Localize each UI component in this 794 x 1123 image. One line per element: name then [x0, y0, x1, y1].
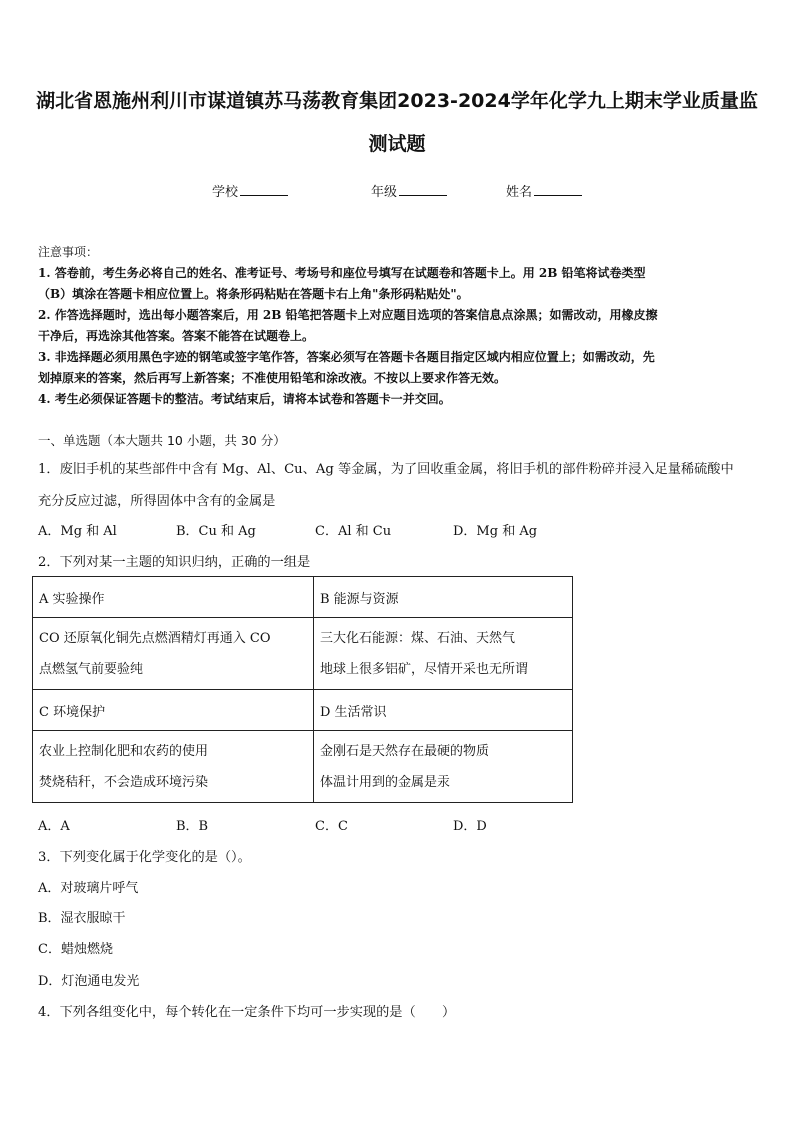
- exam-title-line1: 湖北省恩施州利川市谋道镇苏马荡教育集团2023-2024学年化学九上期末学业质量监: [36, 90, 758, 112]
- name-label: 姓名: [506, 185, 533, 200]
- cell-a-line: 点燃氢气前要验纯: [39, 661, 144, 677]
- grade-field: [371, 181, 447, 200]
- q3-option-d[interactable]: D．灯泡通电发光: [38, 974, 140, 989]
- cell-c-body: [33, 731, 314, 803]
- cell-b-line: 三大化石能源：煤、石油、天然气: [320, 630, 516, 646]
- school-blank[interactable]: [240, 182, 288, 196]
- cell-a-head: A 实验操作: [33, 577, 314, 618]
- cell-b-body: [314, 618, 573, 690]
- q3-option-c[interactable]: C．蜡烛燃烧: [38, 942, 113, 957]
- q1-option-b[interactable]: B．Cu 和 Ag: [176, 524, 256, 539]
- cell-b-head: B 能源与资源: [314, 577, 573, 618]
- q2-option-c[interactable]: C．C: [315, 819, 348, 834]
- cell-d-line: 金刚石是天然存在最硬的物质: [320, 743, 490, 759]
- q4-stem: 4．下列各组变化中，每个转化在一定条件下均可一步实现的是（ ）: [38, 1005, 456, 1020]
- cell-b-line: 地球上很多铝矿，尽情开采也无所谓: [320, 661, 529, 677]
- q3-option-a[interactable]: A．对玻璃片呼气: [38, 881, 139, 896]
- cell-c-line: 焚烧秸秆，不会造成环境污染: [39, 774, 209, 790]
- notes-block: [38, 242, 758, 410]
- grade-blank[interactable]: [399, 182, 447, 196]
- cell-d-head: D 生活常识: [314, 690, 573, 731]
- q2-option-d[interactable]: D．D: [453, 819, 487, 834]
- notes-item: 干净后，再选涂其他答案。答案不能答在试题卷上。: [38, 329, 315, 343]
- q2-option-b[interactable]: B．B: [176, 819, 209, 834]
- notes-item: 4. 考生必须保证答题卡的整洁。考试结束后，请将本试卷和答题卡一并交回。: [38, 392, 451, 406]
- q1-option-c[interactable]: C．Al 和 Cu: [315, 524, 392, 539]
- q1-option-a[interactable]: A．Mg 和 Al: [38, 524, 117, 539]
- cell-c-line: 农业上控制化肥和农药的使用: [39, 743, 209, 759]
- cell-a-line: CO 还原氧化铜先点燃酒精灯再通入 CO: [39, 630, 271, 646]
- notes-item: 1. 答卷前，考生务必将自己的姓名、准考证号、考场号和座位号填写在试题卷和答题卡上。用 2B 铅笔将试卷类型: [38, 266, 646, 280]
- notes-heading: 注意事项：: [38, 245, 99, 259]
- name-blank[interactable]: [534, 182, 582, 196]
- notes-item: 划掉原来的答案，然后再写上新答案；不准使用铅笔和涂改液。不按以上要求作答无效。: [38, 371, 507, 385]
- q1-stem-line2: 充分反应过滤，所得固体中含有的金属是: [38, 494, 276, 509]
- q1-option-d[interactable]: D．Mg 和 Ag: [453, 524, 538, 539]
- name-field: [506, 181, 582, 200]
- q1-stem-line1: 1．废旧手机的某些部件中含有 Mg、Al、Cu、Ag 等金属，为了回收重金属，将旧手机的部件粉碎并浸入足量稀硫酸中: [38, 462, 734, 477]
- q2-knowledge-table: [32, 576, 573, 803]
- cell-d-body: [314, 731, 573, 803]
- school-field: [212, 181, 288, 200]
- exam-title-line2: 测试题: [368, 133, 426, 155]
- q2-stem: 2．下列对某一主题的知识归纳，正确的一组是: [38, 555, 311, 570]
- section-heading: 一、单选题（本大题共 10 小题，共 30 分）: [38, 433, 286, 448]
- q2-option-a[interactable]: A．A: [38, 819, 70, 834]
- school-label: 学校: [212, 185, 239, 200]
- cell-a-body: [33, 618, 314, 690]
- q3-option-b[interactable]: B．湿衣服晾干: [38, 911, 126, 926]
- notes-item: （B）填涂在答题卡相应位置上。将条形码粘贴在答题卡右上角"条形码粘贴处"。: [38, 287, 469, 301]
- grade-label: 年级: [371, 185, 398, 200]
- cell-d-line: 体温计用到的金属是汞: [320, 774, 451, 790]
- notes-item: 3. 非选择题必须用黑色字迹的钢笔或签字笔作答，答案必须写在答题卡各题目指定区域内相应位置上；如需改动，先: [38, 350, 655, 364]
- q3-stem: 3．下列变化属于化学变化的是（）。: [38, 850, 251, 865]
- cell-c-head: C 环境保护: [33, 690, 314, 731]
- notes-item: 2. 作答选择题时，选出每小题答案后，用 2B 铅笔把答题卡上对应题目选项的答案信息点涂黑；如需改动，用橡皮擦: [38, 308, 658, 322]
